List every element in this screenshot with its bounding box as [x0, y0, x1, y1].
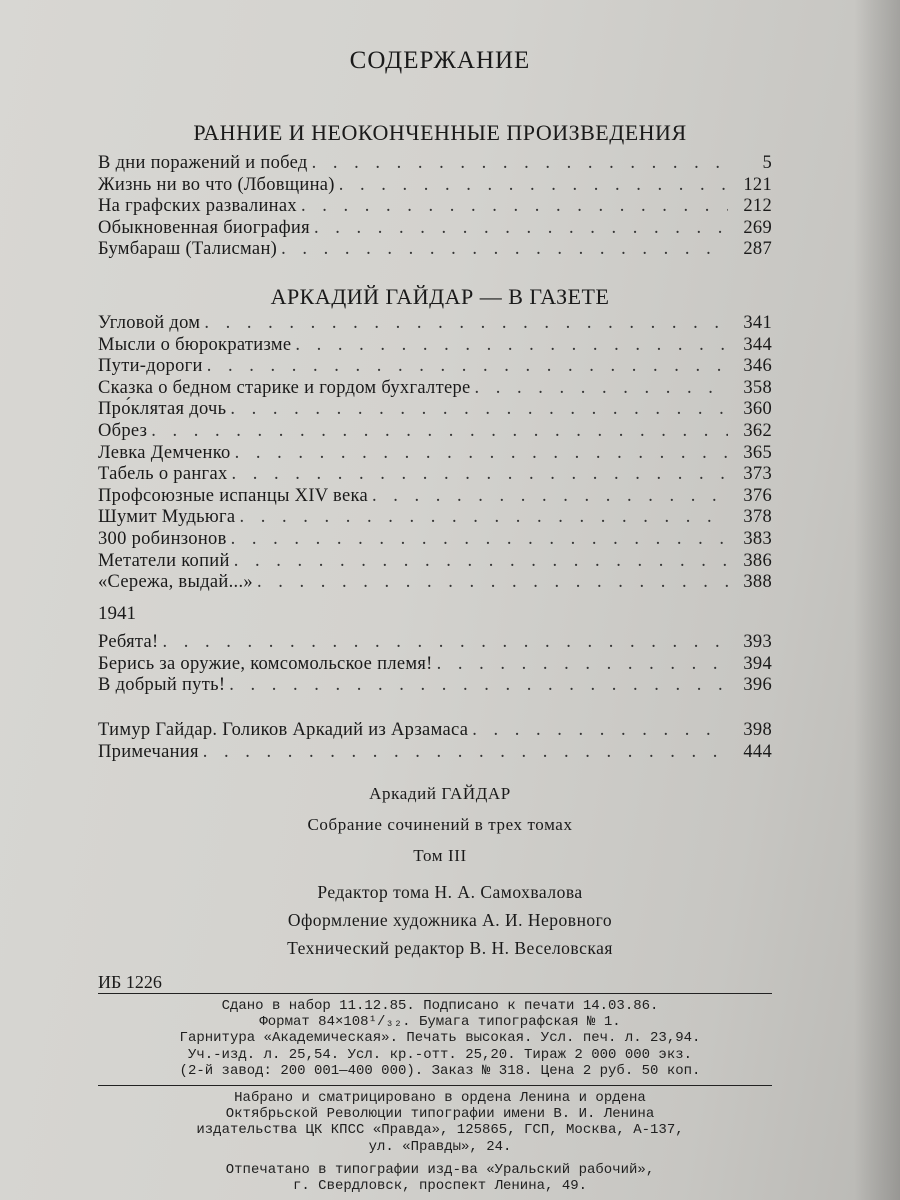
toc-entry[interactable]	[98, 175, 772, 197]
production-line: Уч.-изд. л. 25,54. Усл. кр.-отт. 25,20. Тираж 2 000 000 экз.	[187, 1046, 693, 1063]
toc-entry-title: 300 робинзонов	[98, 528, 227, 549]
dot-leader	[295, 335, 728, 357]
production-line: Гарнитура «Академическая». Печать высокая. Усл. печ. л. 23,94.	[179, 1030, 701, 1047]
toc-entry[interactable]	[98, 421, 772, 443]
dot-leader	[203, 742, 728, 764]
dot-leader	[234, 551, 728, 573]
production-line: Формат 84×108¹/₃₂. Бумага типографская № 1.	[259, 1014, 621, 1031]
toc-entry[interactable]	[98, 153, 772, 175]
toc-entry-page: 383	[743, 528, 772, 549]
toc-entry-page: 444	[743, 741, 772, 762]
toc-entry-title: Жизнь ни во что (Лбовщина)	[98, 174, 335, 195]
toc-entry-page: 393	[743, 632, 772, 652]
dot-leader	[314, 218, 728, 240]
imprint-author: Аркадий ГАЙДАР	[369, 784, 511, 803]
toc-entry-page: 346	[743, 356, 772, 377]
toc-entry[interactable]	[98, 378, 772, 400]
toc-entry-page: 388	[743, 572, 772, 593]
toc-entry-page: 341	[743, 313, 772, 333]
toc-entry-page: 362	[743, 420, 772, 441]
section-heading-newspaper: АРКАДИЙ ГАЙДАР — В ГАЗЕТЕ	[270, 284, 610, 309]
dot-leader	[235, 443, 728, 465]
credit-volume-editor: Редактор тома Н. А. Самохвалова	[317, 882, 583, 902]
toc-entry[interactable]	[98, 572, 772, 594]
toc-entry[interactable]	[98, 335, 772, 357]
dot-leader	[301, 196, 728, 218]
toc-entry-title: Профсоюзные испанцы XIV века	[98, 485, 369, 506]
toc-entry[interactable]	[98, 239, 772, 261]
toc-section-newspaper	[98, 313, 772, 594]
printer-details	[110, 1090, 770, 1155]
toc-entry-title: Ребята!	[98, 632, 159, 652]
toc-entry-page: 386	[743, 550, 772, 571]
toc-entry[interactable]	[98, 654, 772, 676]
toc-entry-page: 398	[743, 720, 772, 740]
toc-section-afterword	[98, 720, 772, 763]
toc-entry-title: Шумит Мудьюга	[98, 507, 236, 528]
credit-designer: Оформление художника А. И. Неровного	[287, 910, 613, 930]
toc-entry-page: 394	[743, 653, 772, 674]
toc-entry[interactable]	[98, 356, 772, 378]
printer-line: Набрано и сматрицировано в ордена Ленина и ордена	[234, 1090, 646, 1106]
toc-entry-title: Про́клятая дочь	[98, 399, 227, 420]
toc-entry-title: Табель о рангах	[98, 464, 228, 485]
page-title: СОДЕРЖАНИЕ	[349, 47, 531, 74]
toc-entry-page: 360	[743, 399, 772, 420]
toc-entry[interactable]	[98, 507, 772, 529]
printer-line: издательства ЦК КПСС «Правда», 125865, ГСП, Москва, А-137,	[196, 1122, 684, 1139]
toc-entry-page: 344	[743, 334, 772, 355]
printer-line: ул. «Правды», 24.	[368, 1138, 512, 1155]
dot-leader	[229, 675, 728, 697]
section-heading-1941: 1941	[98, 603, 136, 624]
dot-leader	[312, 153, 728, 175]
printed-line: Отпечатано в типографии изд-ва «Уральский рабочий»,	[225, 1162, 655, 1178]
divider	[98, 993, 772, 994]
toc-section-1941	[98, 632, 772, 697]
dot-leader	[281, 239, 728, 261]
credit-technical-editor: Технический редактор В. Н. Веселовская	[287, 938, 613, 958]
dot-leader	[151, 421, 728, 443]
toc-entry-title: Бумбараш (Талисман)	[98, 239, 278, 260]
printed-at-details	[110, 1162, 770, 1194]
toc-entry-title: «Сережа, выдай...»	[98, 572, 253, 593]
toc-entry[interactable]	[98, 720, 772, 742]
toc-entry-title: Угловой дом	[98, 313, 201, 333]
toc-entry[interactable]	[98, 486, 772, 508]
toc-entry[interactable]	[98, 399, 772, 421]
production-line: (2-й завод: 200 001—400 000). Заказ № 318. Цена 2 руб. 50 коп.	[179, 1062, 701, 1079]
toc-entry-title: Тимур Гайдар. Голиков Аркадий из Арзамаса	[98, 720, 469, 740]
dot-leader	[372, 486, 728, 508]
toc-entry-title: В добрый путь!	[98, 675, 226, 696]
toc-entry-page: 365	[743, 442, 772, 463]
dot-leader	[437, 654, 728, 676]
toc-entry[interactable]	[98, 742, 772, 764]
toc-entry[interactable]	[98, 443, 772, 465]
toc-entry-title: Берись за оружие, комсомольское племя!	[98, 653, 433, 674]
imprint-volume: Том III	[413, 846, 467, 865]
toc-entry-page: 121	[743, 174, 772, 195]
toc-entry-title: Примечания	[98, 741, 199, 762]
imprint-collection: Собрание сочинений в трех томах	[307, 815, 573, 834]
toc-entry-title: Левка Демченко	[98, 442, 231, 463]
toc-entry[interactable]	[98, 313, 772, 335]
ib-number: ИБ 1226	[98, 972, 162, 992]
dot-leader	[232, 464, 728, 486]
toc-entry[interactable]	[98, 675, 772, 697]
toc-section-early-works	[98, 153, 772, 261]
page-edge-shadow	[854, 0, 900, 1200]
printed-line: г. Свердловск, проспект Ленина, 49.	[292, 1178, 588, 1195]
toc-entry-page: 212	[743, 196, 772, 217]
printer-line: Октябрьской Революции типографии имени В. И. Ленина	[225, 1106, 655, 1123]
toc-entry-title: Метатели копий	[98, 550, 230, 571]
dot-leader	[472, 720, 728, 742]
production-line: Сдано в набор 11.12.85. Подписано к печати 14.03.86.	[221, 998, 659, 1014]
toc-entry-page: 5	[762, 153, 772, 173]
production-details	[110, 998, 770, 1079]
toc-entry-title: Обыкновенная биография	[98, 217, 310, 238]
section-heading-early-works: РАННИЕ И НЕОКОНЧЕННЫЕ ПРОИЗВЕДЕНИЯ	[193, 120, 687, 145]
toc-entry[interactable]	[98, 551, 772, 573]
toc-entry[interactable]	[98, 218, 772, 240]
toc-entry-page: 287	[743, 239, 772, 260]
toc-entry[interactable]	[98, 632, 772, 654]
dot-leader	[239, 507, 728, 529]
toc-entry-title: Пути-дороги	[98, 356, 203, 377]
dot-leader	[163, 632, 729, 654]
dot-leader	[475, 378, 728, 400]
toc-entry[interactable]	[98, 464, 772, 486]
toc-entry-page: 378	[743, 507, 772, 528]
toc-entry-page: 376	[743, 485, 772, 506]
dot-leader	[204, 313, 728, 335]
toc-entry-page: 373	[743, 464, 772, 485]
dot-leader	[207, 356, 728, 378]
toc-entry-page: 396	[743, 675, 772, 696]
toc-entry[interactable]	[98, 196, 772, 218]
toc-entry-title: Мысли о бюрократизме	[98, 334, 292, 355]
toc-entry-title: Сказка о бедном старике и гордом бухгалтере	[98, 377, 471, 398]
dot-leader	[230, 399, 728, 421]
toc-entry-page: 358	[743, 377, 772, 398]
toc-entry[interactable]	[98, 529, 772, 551]
toc-entry-title: В дни поражений и побед	[98, 153, 308, 173]
dot-leader	[339, 175, 728, 197]
toc-entry-title: Обрез	[98, 420, 148, 441]
divider	[98, 1085, 772, 1086]
toc-entry-page: 269	[743, 217, 772, 238]
toc-entry-title: На графских развалинах	[98, 196, 297, 217]
dot-leader	[257, 572, 728, 594]
dot-leader	[231, 529, 728, 551]
